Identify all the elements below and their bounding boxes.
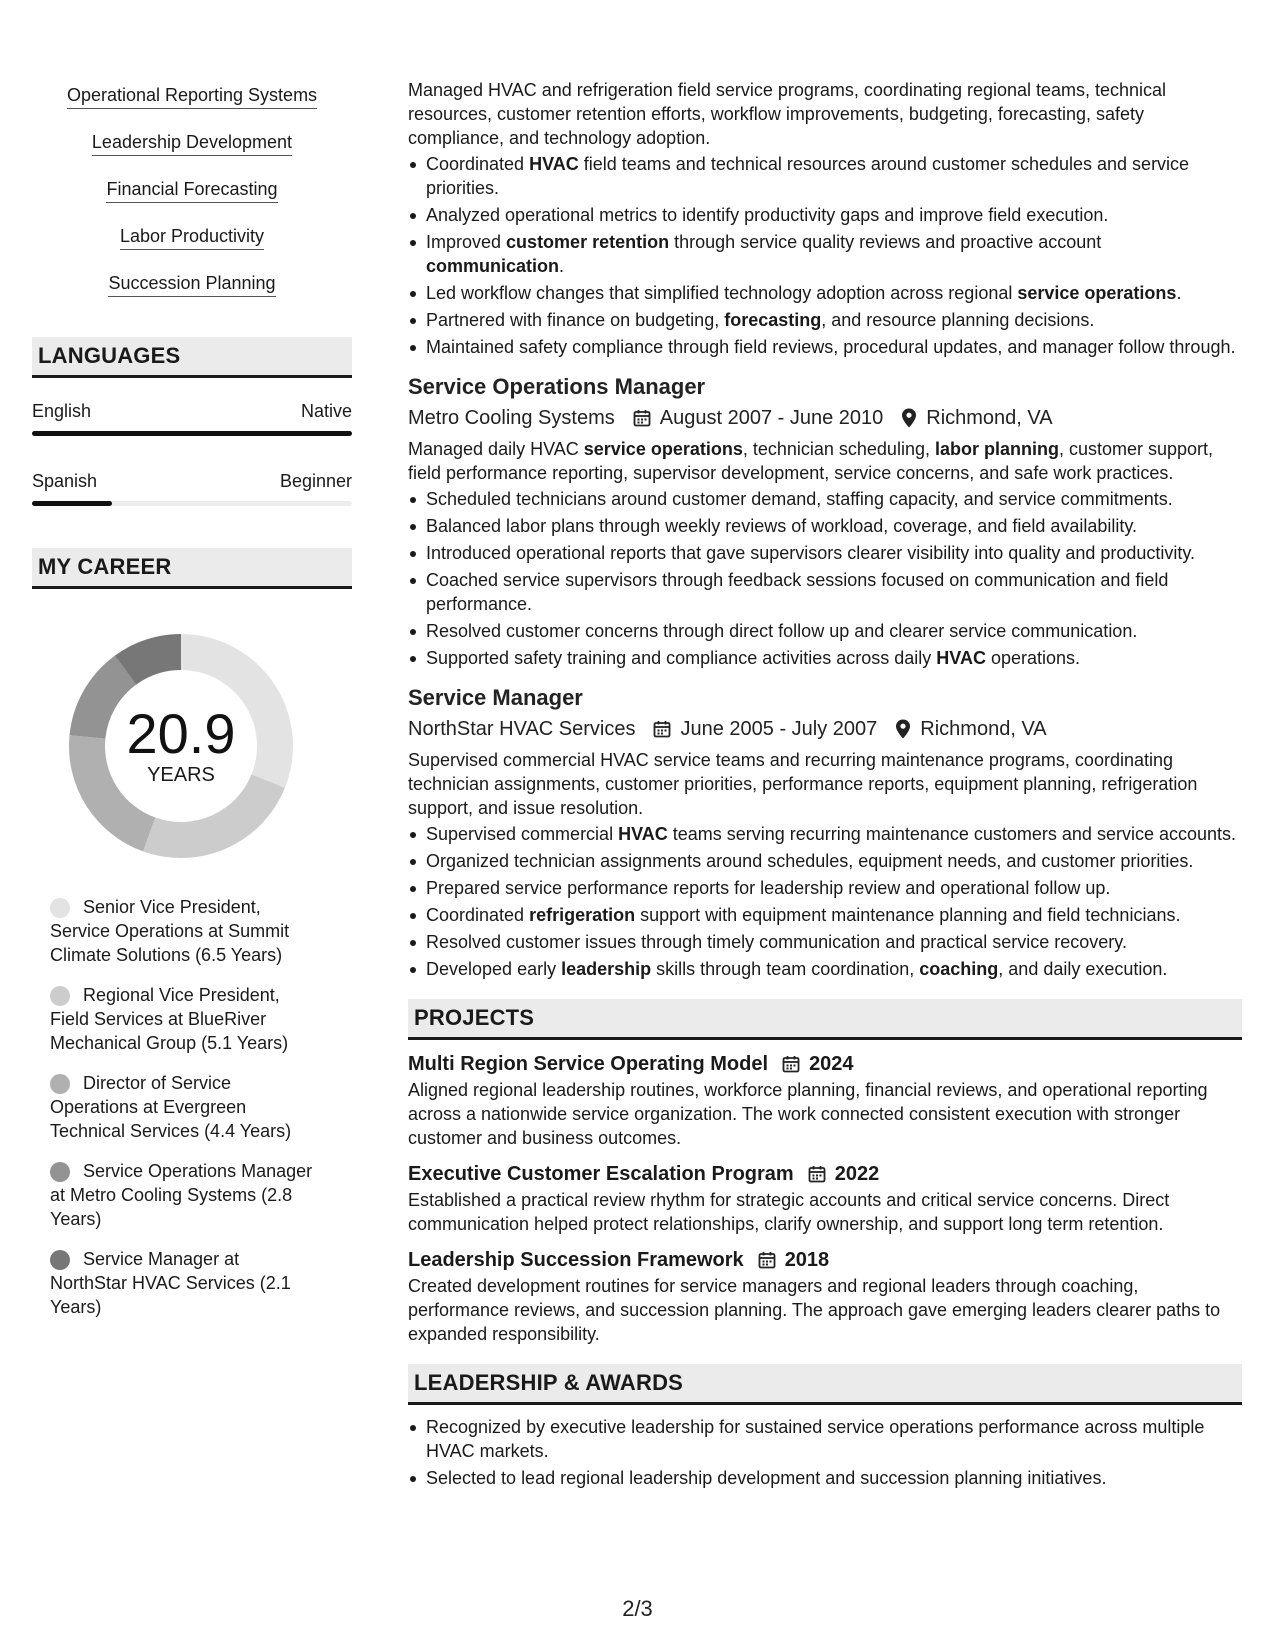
job-summary: Managed daily HVAC service operations, technician scheduling, labor planning, customer support, field performance reporting, supervisor development, service concerns, and safe work practices.: [408, 439, 1214, 483]
language-proficiency-bar: [32, 431, 352, 436]
language-proficiency-fill: [32, 431, 352, 436]
project-entry: [408, 1050, 1242, 1150]
career-legend-text: Senior Vice President, Service Operations at Summit Climate Solutions (6.5 Years): [50, 897, 290, 965]
languages-list: [32, 400, 352, 506]
project-entry: [408, 1246, 1242, 1346]
career-legend: [50, 895, 320, 1319]
job-bullet-list: [408, 822, 1242, 981]
project-title: Executive Customer Escalation Program: [408, 1163, 794, 1185]
legend-dot-icon: [50, 986, 70, 1006]
language-row: [32, 400, 352, 422]
project-title-row: [408, 1160, 1242, 1188]
legend-dot-icon: [50, 1162, 70, 1182]
bullet-item: Developed early leadership skills through team coordination, coaching, and daily execution.: [408, 957, 1242, 981]
job-title: Service Manager: [408, 685, 583, 710]
bullet-item: Resolved customer concerns through direct follow up and clearer service communication.: [408, 619, 1242, 643]
bullet-item: Supervised commercial HVAC teams serving recurring maintenance customers and service accounts.: [408, 822, 1242, 846]
calendar-icon: [808, 1165, 826, 1183]
calendar-icon: [653, 720, 671, 738]
language-name: Spanish: [32, 471, 98, 491]
bullet-item: Balanced labor plans through weekly reviews of workload, coverage, and field availability.: [408, 514, 1242, 538]
job-meta: [408, 403, 1242, 433]
bullet-item: Maintained safety compliance through field reviews, procedural updates, and manager follow through.: [408, 335, 1242, 359]
career-years-unit: YEARS: [147, 764, 215, 786]
calendar-icon: [758, 1251, 776, 1269]
calendar-icon: [782, 1055, 800, 1073]
calendar-icon: [633, 409, 651, 427]
bullet-item: Coached service supervisors through feedback sessions focused on communication and field performance.: [408, 568, 1242, 616]
project-description: Established a practical review rhythm for strategic accounts and critical service concerns. Direct communication helped protect relationships, clarify ownership, and support long term retention.: [408, 1190, 1170, 1234]
projects-list: [408, 1050, 1242, 1346]
skill-tag: Leadership Development: [92, 131, 292, 156]
language-proficiency-fill: [32, 501, 112, 506]
projects-heading: PROJECTS: [408, 999, 1242, 1040]
bullet-item: Recognized by executive leadership for sustained service operations performance across multiple HVAC markets.: [408, 1415, 1242, 1463]
bullet-item: Resolved customer issues through timely communication and practical service recovery.: [408, 930, 1242, 954]
career-legend-text: Regional Vice President, Field Services at BlueRiver Mechanical Group (5.1 Years): [50, 985, 289, 1053]
bullet-item: Organized technician assignments around schedules, equipment needs, and customer priorities.: [408, 849, 1242, 873]
project-title: Multi Region Service Operating Model: [408, 1053, 769, 1075]
legend-dot-icon: [50, 898, 70, 918]
skill-tag: Operational Reporting Systems: [67, 84, 317, 109]
job-title: Service Operations Manager: [408, 374, 706, 399]
career-donut-chart: [66, 631, 296, 861]
career-legend-item: [50, 1247, 320, 1319]
career-legend-item: [50, 895, 320, 967]
awards-list: [408, 1415, 1242, 1490]
language-name: English: [32, 401, 92, 421]
career-years-number: 20.9: [126, 702, 236, 765]
project-title-row: [408, 1246, 1242, 1274]
page-number: 2/3: [622, 1596, 653, 1621]
bullet-item: Prepared service performance reports for leadership review and operational follow up.: [408, 876, 1242, 900]
job-location: Richmond, VA: [926, 407, 1053, 429]
skill-tag: Labor Productivity: [120, 225, 264, 250]
skills-list: [32, 84, 352, 297]
awards-heading: LEADERSHIP & AWARDS: [408, 1364, 1242, 1405]
intro-bullet-list: [408, 152, 1242, 359]
language-proficiency-bar: [32, 501, 352, 506]
career-legend-item: [50, 1071, 320, 1143]
job-dates: June 2005 - July 2007: [680, 718, 878, 740]
language-row: [32, 470, 352, 492]
project-year: 2022: [834, 1163, 880, 1185]
project-year: 2018: [784, 1249, 830, 1271]
legend-dot-icon: [50, 1074, 70, 1094]
bullet-item: Coordinated refrigeration support with equipment maintenance planning and field technicians.: [408, 903, 1242, 927]
career-legend-text: Service Operations Manager at Metro Cooling Systems (2.8 Years): [50, 1161, 313, 1229]
bullet-item: Introduced operational reports that gave supervisors clearer visibility into quality and productivity.: [408, 541, 1242, 565]
project-entry: [408, 1160, 1242, 1236]
left-column: [32, 84, 352, 1335]
job-bullet-list: [408, 487, 1242, 670]
job-entry: [408, 373, 1242, 670]
bullet-item: Scheduled technicians around customer demand, staffing capacity, and service commitments.: [408, 487, 1242, 511]
job-company: NorthStar HVAC Services: [408, 718, 636, 740]
job-company: Metro Cooling Systems: [408, 407, 615, 429]
bullet-item: Coordinated HVAC field teams and technical resources around customer schedules and service priorities.: [408, 152, 1242, 200]
skill-tag: Financial Forecasting: [106, 178, 277, 203]
career-heading: MY CAREER: [32, 548, 352, 589]
right-column: [408, 78, 1242, 1493]
job-dates: August 2007 - June 2010: [659, 407, 884, 429]
career-legend-text: Director of Service Operations at Evergreen Technical Services (4.4 Years): [50, 1073, 292, 1141]
project-description: Created development routines for service managers and regional leaders through coaching, performance reviews, and succession planning. The approach gave emerging leaders clearer paths to expanded responsibility.: [408, 1276, 1221, 1344]
location-pin-icon: [901, 408, 917, 428]
bullet-item: Improved customer retention through service quality reviews and proactive account communication.: [408, 230, 1242, 278]
legend-dot-icon: [50, 1250, 70, 1270]
language-level: Beginner: [279, 471, 352, 491]
project-description: Aligned regional leadership routines, workforce planning, financial reviews, and operational reporting across a nationwide service organization. The work connected consistent execution with stronger customer and business outcomes.: [408, 1080, 1208, 1148]
intro-summary: Managed HVAC and refrigeration field service programs, coordinating regional teams, technical resources, customer retention efforts, workflow improvements, budgeting, forecasting, safety compliance, and technology adoption.: [408, 80, 1167, 148]
career-legend-item: [50, 983, 320, 1055]
language-level: Native: [300, 401, 352, 421]
career-legend-item: [50, 1159, 320, 1231]
project-year: 2024: [809, 1053, 854, 1075]
bullet-item: Supported safety training and compliance activities across daily HVAC operations.: [408, 646, 1242, 670]
project-title-row: [408, 1050, 1242, 1078]
bullet-item: Led workflow changes that simplified technology adoption across regional service operations.: [408, 281, 1242, 305]
skill-tag: Succession Planning: [108, 272, 275, 297]
project-title: Leadership Succession Framework: [408, 1249, 744, 1271]
languages-heading: LANGUAGES: [32, 337, 352, 378]
location-pin-icon: [895, 719, 911, 739]
career-legend-text: Service Manager at NorthStar HVAC Services (2.1 Years): [50, 1249, 291, 1317]
job-entry: [408, 684, 1242, 981]
job-meta: [408, 714, 1242, 744]
bullet-item: Selected to lead regional leadership development and succession planning initiatives.: [408, 1466, 1242, 1490]
bullet-item: Analyzed operational metrics to identify productivity gaps and improve field execution.: [408, 203, 1242, 227]
job-location: Richmond, VA: [920, 718, 1047, 740]
job-summary: Supervised commercial HVAC service teams and recurring maintenance programs, coordinating technician assignments, customer priorities, performance reports, equipment planning, refrigeration support, and issue resolution.: [408, 750, 1198, 818]
bullet-item: Partnered with finance on budgeting, forecasting, and resource planning decisions.: [408, 308, 1242, 332]
career-total: [66, 631, 296, 861]
